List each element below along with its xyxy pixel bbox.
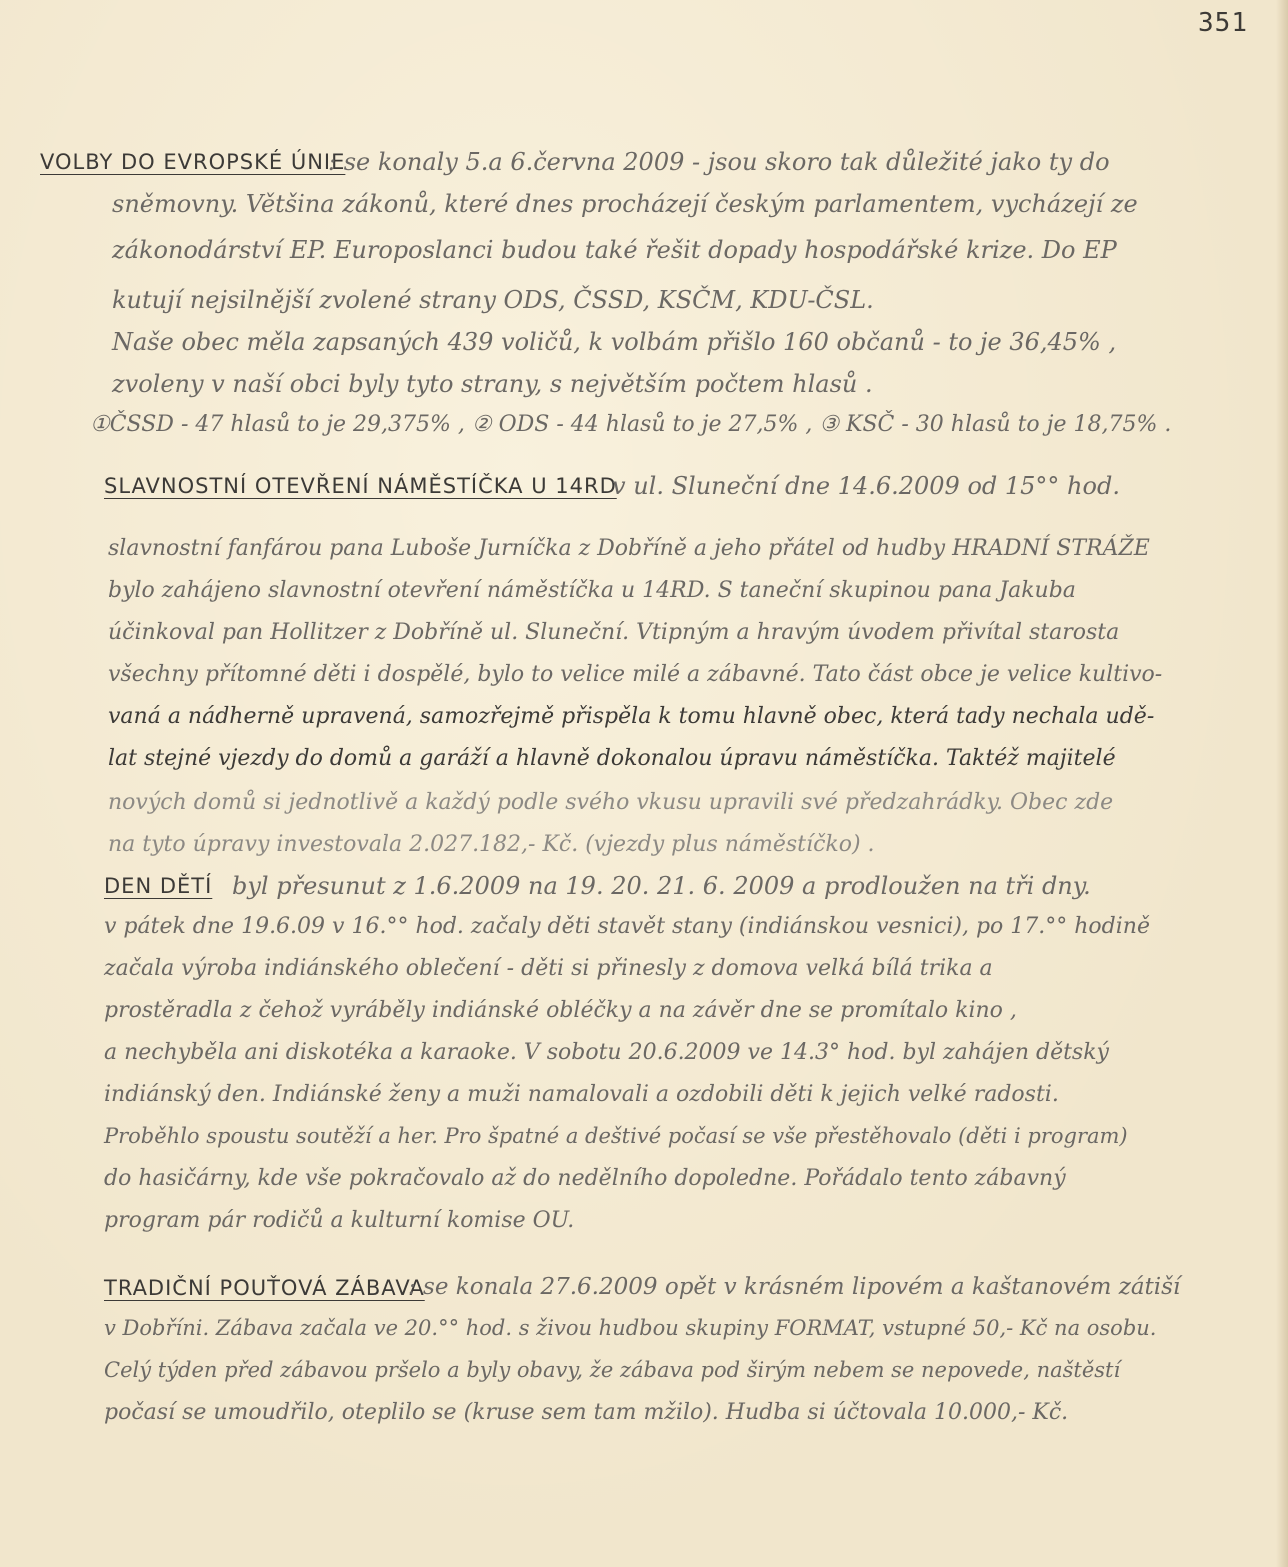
den-deti-line-7: do hasičárny, kde vše pokračovalo až do nedělního dopoledne. Pořádalo tento zábavný [104,1166,1066,1191]
namesticko-line-7: na tyto úpravy investovala 2.027.182,- Kč. (vjezdy plus náměstíčko) . [108,832,875,857]
volby-line-0: : se konaly 5.a 6.června 2009 - jsou skoro tak důležité jako ty do [328,148,1110,176]
namesticko-line-5: lat stejné vjezdy do domů a garáží a hlavně dokonalou úpravu náměstíčka. Taktéž majitelé [108,746,1116,771]
section-heading-volby: VOLBY DO EVROPSKÉ ÚNIE [40,150,346,174]
zabava-line-3: počasí se umoudřilo, oteplilo se (kruse sem tam mžilo). Hudba si účtovala 10.000,- Kč. [104,1400,1069,1425]
zabava-line-2: Celý týden před zábavou pršelo a byly obavy, že zábava pod širým nebem se nepovede, naštěstí [104,1358,1121,1382]
namesticko-line-0: slavnostní fanfárou pana Luboše Jurníčka z Dobříně a jeho přátel od hudby HRADNÍ STRÁŽE [108,536,1150,561]
den-deti-line-5: indiánský den. Indiánské ženy a muži namalovali a ozdobili děti k jejich velké radosti. [104,1082,1059,1107]
namesticko-line-6: nových domů si jednotlivě a každý podle svého vkusu upravili své předzahrádky. Obec zde [108,790,1114,815]
volby-line-3: kutují nejsilnější zvolené strany ODS, ČSSD, KSČM, KDU-ČSL. [112,286,874,314]
den-deti-line-2: začala výroba indiánského oblečení - děti si přinesly z domova velká bílá trika a [104,956,993,981]
namesticko-line-4: vaná a nádherně upravená, samozřejmě přispěla k tomu hlavně obec, která tady nechala udě- [108,704,1155,729]
page-edge-shadow [1276,0,1288,1567]
page-number: 351 [1198,8,1248,38]
volby-line-1: sněmovny. Většina zákonů, které dnes procházejí českým parlamentem, vycházejí ze [112,190,1138,218]
namesticko-line-2: účinkoval pan Hollitzer z Dobříně ul. Sluneční. Vtipným a hravým úvodem přivítal starosta [108,620,1120,645]
den-deti-line-6: Proběhlo spoustu soutěží a her. Pro špatné a deštivé počasí se vše přestěhovalo (děti i program) [104,1124,1128,1148]
zabava-line-0: : se konala 27.6.2009 opět v krásném lipovém a kaštanovém zátiší [408,1274,1181,1300]
section-heading-zabava: TRADIČNÍ POUŤOVÁ ZÁBAVA [104,1276,425,1300]
section-heading-den-deti: DEN DĚTÍ [104,874,213,898]
volby-line-5: zvoleny v naší obci byly tyto strany, s největším počtem hlasů . [112,370,873,398]
den-deti-line-4: a nechyběla ani diskotéka a karaoke. V sobotu 20.6.2009 ve 14.3° hod. byl zahájen dětský [104,1040,1109,1065]
volby-line-2: zákonodárství EP. Europoslanci budou také řešit dopady hospodářské krize. Do EP [112,236,1117,264]
den-deti-line-3: prostěradla z čehož vyráběly indiánské obléčky a na závěr dne se promítalo kino , [104,998,1017,1023]
volby-line-6: ①ČSSD - 47 hlasů to je 29,375% , ② ODS - 44 hlasů to je 27,5% , ③ KSČ - 30 hlasů to je 18,75% . [90,412,1172,437]
den-deti-line-1: v pátek dne 19.6.09 v 16.°° hod. začaly děti stavět stany (indiánskou vesnici), po 17.°° hodině [104,914,1150,939]
section-heading-namesticko: SLAVNOSTNÍ OTEVŘENÍ NÁMĚSTÍČKA U 14RD [104,474,617,498]
den-deti-line-8: program pár rodičů a kulturní komise OU. [104,1208,575,1233]
volby-line-4: Naše obec měla zapsaných 439 voličů, k volbám přišlo 160 občanů - to je 36,45% , [112,328,1117,356]
zabava-line-1: v Dobříni. Zábava začala ve 20.°° hod. s živou hudbou skupiny FORMAT, vstupné 50,- Kč na osobu. [104,1316,1157,1340]
namesticko-line-1: bylo zahájeno slavnostní otevření náměstíčka u 14RD. S taneční skupinou pana Jakuba [108,578,1076,603]
namesticko-line-3: všechny přítomné děti i dospělé, bylo to velice milé a zábavné. Tato část obce je velice kultivo- [108,662,1163,687]
den-deti-line-0: byl přesunut z 1.6.2009 na 19. 20. 21. 6. 2009 a prodloužen na tři dny. [232,872,1091,900]
namesticko-heading-tail: v ul. Sluneční dne 14.6.2009 od 15°° hod. [612,472,1120,500]
